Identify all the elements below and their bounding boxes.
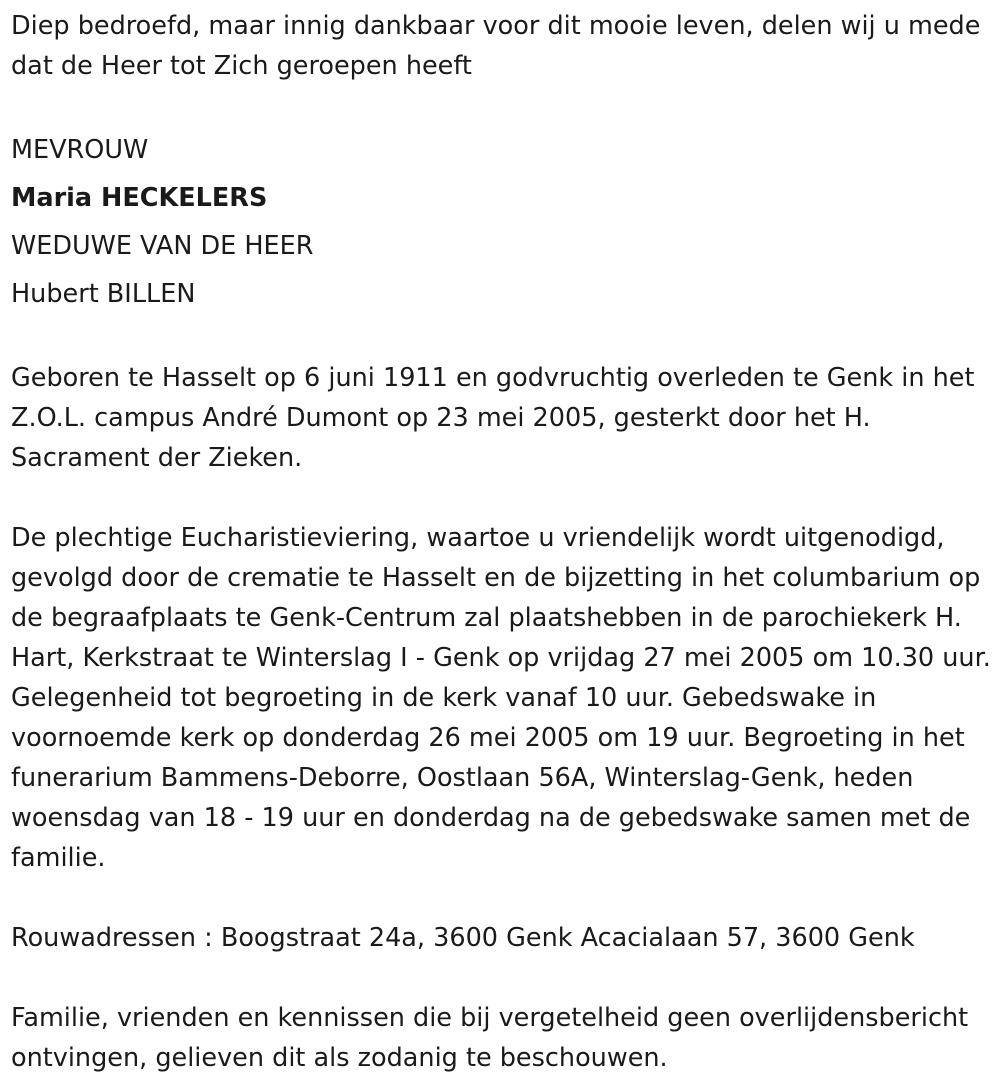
spacer [11,478,991,518]
spouse-name: Hubert BILLEN [11,279,196,309]
spacer [11,958,991,998]
spacer [11,86,991,126]
deceased-relation: WEDUWE VAN DE HEER [11,231,314,261]
deceased-block [11,126,991,318]
addresses-paragraph: Rouwadressen : Boogstraat 24a, 3600 Genk Acacialaan 57, 3600 Genk [11,923,915,953]
closing-paragraph: Familie, vrienden en kennissen die bij vergetelheid geen overlijdensbericht ontvingen, gelieven dit als zodanig te beschouwen. [11,1003,969,1073]
birth-death-paragraph: Geboren te Hasselt op 6 juni 1911 en godvruchtig overleden te Genk in het Z.O.L. campus André Dumont op 23 mei 2005, gesterkt door het H. Sacrament der Zieken. [11,363,975,473]
death-notice [11,6,991,1078]
deceased-title: MEVROUW [11,135,149,165]
deceased-name: Maria HECKELERS [11,183,268,213]
spacer [11,318,991,358]
intro-paragraph: Diep bedroefd, maar innig dankbaar voor dit mooie leven, delen wij u mede dat de Heer tot Zich geroepen heeft [11,11,981,81]
spacer [11,878,991,918]
ceremony-paragraph: De plechtige Eucharistieviering, waartoe u vriendelijk wordt uitgenodigd, gevolgd door de crematie te Hasselt en de bijzetting in het columbarium op de begraafplaats te Genk-Centrum zal plaatshebben in de parochiekerk H. Hart, Kerkstraat te Winterslag I - Genk op vrijdag 27 mei 2005 om 10.30 uur. Gelegenheid tot begroeting in de kerk vanaf 10 uur. Gebedswake in voornoemde kerk op donderdag 26 mei 2005 om 19 uur. Begroeting in het funerarium Bammens-Deborre, Oostlaan 56A, Winterslag-Genk, heden woensdag van 18 - 19 uur en donderdag na de gebedswake samen met de familie. [11,523,991,873]
